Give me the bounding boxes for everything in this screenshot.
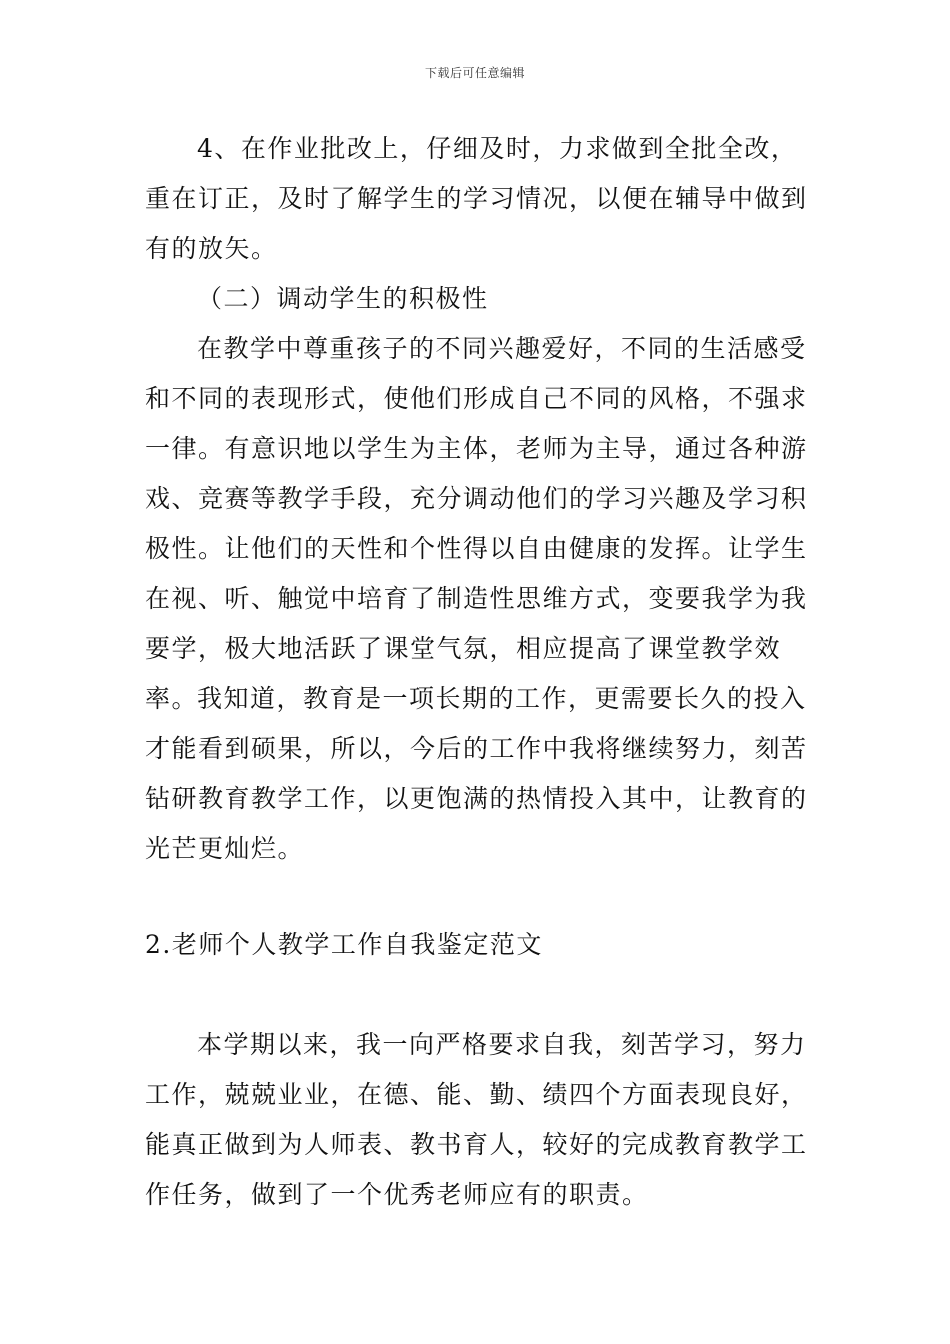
- paragraph-self-assessment: 本学期以来，我一向严格要求自我，刻苦学习，努力工作，兢兢业业，在德、能、勤、绩四个方面表现良好，能真正做到为人师表、教书育人，较好的完成教育教学工作任务，做到了一个优秀老师应有的职责。: [145, 1030, 808, 1209]
- paragraph-long-term-work: 我知道，教育是一项长期的工作，更需要长久的投入才能看到硕果，所以，今后的工作中我将继续努力，刻苦钻研教育教学工作，以更饱满的热情投入其中，让教育的光芒更灿烂。: [145, 684, 808, 863]
- subheading-student-motivation: （二）调动学生的积极性: [197, 284, 489, 313]
- paragraph-homework-correction: 4、在作业批改上，仔细及时，力求做到全批全改，重在订正，及时了解学生的学习情况，以便在辅导中做到有的放矢。: [145, 134, 808, 263]
- section-title: 2.老师个人教学工作自我鉴定范文: [145, 930, 543, 959]
- page-header: 下载后可任意编辑: [424, 66, 525, 80]
- paragraph-respect-interests: 在教学中尊重孩子的不同兴趣爱好，不同的生活感受和不同的表现形式，使他们形成自己不同的风格，不强求一律。有意识地以学生为主体，老师为主导，通过各种游戏、竞赛等教学手段，充分调动他们的学习兴趣及学习积极性。让他们的天性和个性得以自由健康的发挥。让学生在视、听、触觉中培育了制造性思维方式，变要我学为我要学，极大地活跃了课堂气氛，相应提高了课堂教学效率。: [145, 334, 808, 713]
